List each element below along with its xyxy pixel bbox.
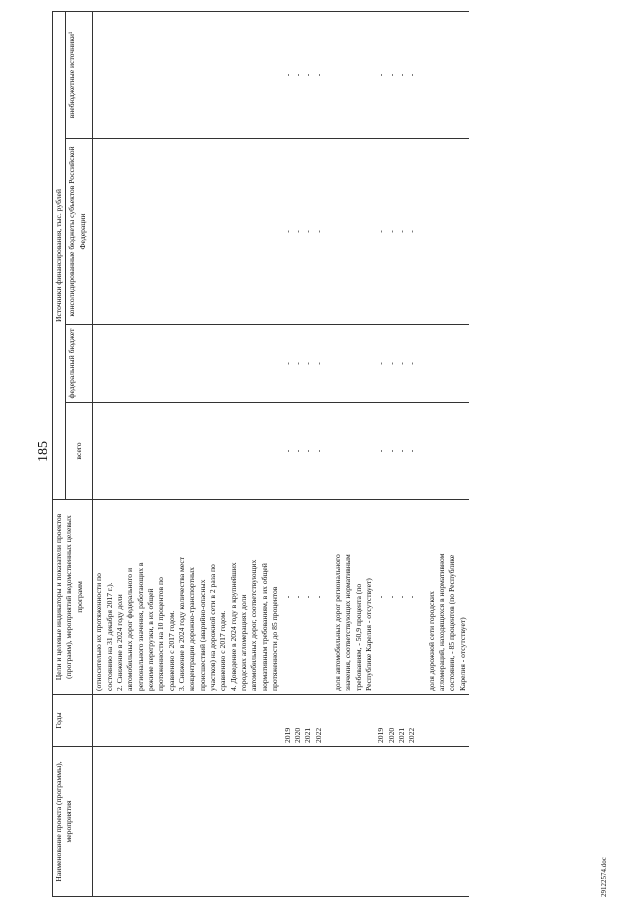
- goals-line: режиме перегрузки, в их общей: [146, 588, 156, 691]
- indicator3-line: Карелия - отсутствует): [457, 617, 467, 691]
- indicator3-line: доля дорожной сети городских: [426, 591, 436, 691]
- project-name-cell: [375, 747, 418, 897]
- header-project-name: Наименование проекта (программы), мероприятия: [53, 747, 93, 897]
- indicator3-row: [419, 12, 469, 897]
- goals-line: автомобильных дорог, соответствующих: [249, 559, 259, 691]
- indicator-value: -: [303, 595, 313, 599]
- extrabudget-value: -: [292, 73, 302, 77]
- goals-line: 3. Снижение в 2024 году количества мест: [177, 556, 187, 691]
- indicator2-row: [325, 12, 375, 897]
- indicator3-line: агломераций, находящихся в нормативном: [436, 553, 446, 691]
- header-goals: Цели и целевые индикаторы и показатели проектов (программ), мероприятий ведомственных целевых программ: [53, 500, 93, 695]
- goals-line: регионального значения, работающих в: [135, 562, 145, 691]
- extrabudget-value: -: [282, 73, 292, 77]
- goals-line: сравнению с 2017 годом.: [218, 610, 228, 691]
- federal-value: -: [407, 362, 417, 365]
- regional-value: -: [396, 230, 406, 233]
- years-cell: [93, 695, 282, 747]
- regional-cell: [419, 139, 469, 325]
- regional-values-cell: [282, 139, 325, 325]
- goals-row: [93, 12, 282, 897]
- regional-value: -: [376, 230, 386, 233]
- regional-value: -: [313, 230, 323, 233]
- extrabudget-values-cell: [282, 12, 325, 139]
- federal-values-cell: [375, 325, 418, 403]
- federal-value: -: [292, 362, 302, 365]
- years-cell: [325, 695, 375, 747]
- extrabudget-values-cell: [375, 12, 418, 139]
- extrabudget-value: -: [376, 73, 386, 77]
- total-value: -: [376, 449, 386, 453]
- year-value: 2022: [313, 727, 323, 743]
- federal-value: -: [313, 362, 323, 365]
- goals-cell: [93, 500, 282, 695]
- federal-value: -: [282, 362, 292, 365]
- total-value: -: [313, 449, 323, 453]
- regional-value: -: [292, 230, 302, 233]
- goals-line: протяженности до 85 процентов: [270, 586, 280, 691]
- project-name-cell: [325, 747, 375, 897]
- year-value: 2021: [303, 727, 313, 743]
- federal-value: -: [303, 362, 313, 365]
- project-name-cell: [93, 747, 282, 897]
- total-values-cell: [282, 403, 325, 500]
- indicator3-cell: [419, 500, 469, 695]
- indicator-value: -: [282, 595, 292, 599]
- indicator-value: -: [396, 595, 406, 599]
- financing-table: [52, 11, 469, 897]
- page-number: 185: [36, 441, 51, 462]
- total-value: -: [282, 449, 292, 453]
- federal-cell: [325, 325, 375, 403]
- footer-doc-code: 29122574.doc: [600, 857, 608, 897]
- federal-cell: [419, 325, 469, 403]
- indicator2-line: значения, соответствующих нормативным: [343, 554, 353, 691]
- year-value: 2021: [396, 727, 406, 743]
- indicator3-line: состоянии, - 85 процентов (по Республике: [447, 554, 457, 691]
- goals-line: 4. Доведение в 2024 году в крупнейших: [228, 562, 238, 691]
- extrabudget-cell: [93, 12, 282, 139]
- goals-line: автомобильных дорог федерального и: [125, 567, 135, 691]
- total-value: -: [407, 449, 417, 453]
- header-total: всего: [66, 403, 93, 500]
- year-value: 2019: [376, 727, 386, 743]
- total-cell: [419, 403, 469, 500]
- regional-value: -: [282, 230, 292, 233]
- header-regional: консолидированные бюджеты субъектов Российской Федерации: [66, 139, 93, 325]
- federal-values-cell: [282, 325, 325, 403]
- years-cell: [282, 695, 325, 747]
- goals-line: нормативным требованиям, в их общей: [259, 563, 269, 691]
- indicator-value: -: [386, 595, 396, 599]
- federal-value: -: [376, 362, 386, 365]
- project-name-cell: [419, 747, 469, 897]
- total-value: -: [396, 449, 406, 453]
- goals-line: протяженности на 10 процентов по: [156, 577, 166, 691]
- goals-line: (относительно их протяженности по: [94, 573, 104, 691]
- header-federal: федеральный бюджет: [66, 325, 93, 403]
- regional-value: -: [303, 230, 313, 233]
- block1-row: [282, 12, 325, 897]
- year-value: 2019: [282, 727, 292, 743]
- regional-value: -: [407, 230, 417, 233]
- total-value: -: [292, 449, 302, 453]
- indicator-value: -: [376, 595, 386, 599]
- header-years: Годы: [53, 695, 93, 747]
- year-value: 2020: [386, 727, 396, 743]
- regional-cell: [93, 139, 282, 325]
- indicator-value: -: [313, 595, 323, 599]
- header-extrabudget: внебюджетные источники¹: [66, 12, 93, 139]
- indicator-value: -: [407, 595, 417, 599]
- indicator2-line: требованиям, - 50,9 процента (по: [353, 583, 363, 691]
- total-cell: [325, 403, 375, 500]
- indicator-value-cell: [282, 500, 325, 695]
- extrabudget-value: -: [407, 73, 417, 77]
- regional-cell: [325, 139, 375, 325]
- goals-line: участков) на дорожной сети в 2 раза по: [208, 564, 218, 691]
- extrabudget-cell: [325, 12, 375, 139]
- indicator-value: -: [292, 595, 302, 599]
- total-value: -: [303, 449, 313, 453]
- indicator2-line: Республике Карелия - отсутствует): [363, 578, 373, 691]
- extrabudget-value: -: [386, 73, 396, 77]
- total-value: -: [386, 449, 396, 453]
- total-values-cell: [375, 403, 418, 500]
- federal-cell: [93, 325, 282, 403]
- year-value: 2022: [407, 727, 417, 743]
- federal-value: -: [396, 362, 406, 365]
- goals-line: сравнению с 2017 годом.: [166, 610, 176, 691]
- goals-line: 2. Снижение в 2024 году доли: [115, 594, 124, 691]
- goals-line: происшествий (аварийно-опасных: [197, 579, 207, 691]
- years-cell: [419, 695, 469, 747]
- regional-values-cell: [375, 139, 418, 325]
- extrabudget-value: -: [396, 73, 406, 77]
- extrabudget-value: -: [313, 73, 323, 77]
- goals-line: концентрации дорожно-транспортных: [187, 567, 197, 691]
- extrabudget-value: -: [303, 73, 313, 77]
- years-cell: [375, 695, 418, 747]
- header-sources: Источники финансирования, тыс. рублей: [53, 12, 66, 500]
- indicator2-line: доля автомобильных дорог регионального: [332, 554, 342, 691]
- project-name-cell: [282, 747, 325, 897]
- total-cell: [93, 403, 282, 500]
- goals-line: состоянию на 31 декабря 2017 г.).: [104, 582, 114, 691]
- extrabudget-cell: [419, 12, 469, 139]
- regional-value: -: [386, 230, 396, 233]
- year-value: 2020: [292, 727, 302, 743]
- goals-line: городских агломерациях доли: [239, 594, 249, 691]
- indicator2-cell: [325, 500, 375, 695]
- federal-value: -: [386, 362, 396, 365]
- indicator-value-cell: [375, 500, 418, 695]
- block2-row: [375, 12, 418, 897]
